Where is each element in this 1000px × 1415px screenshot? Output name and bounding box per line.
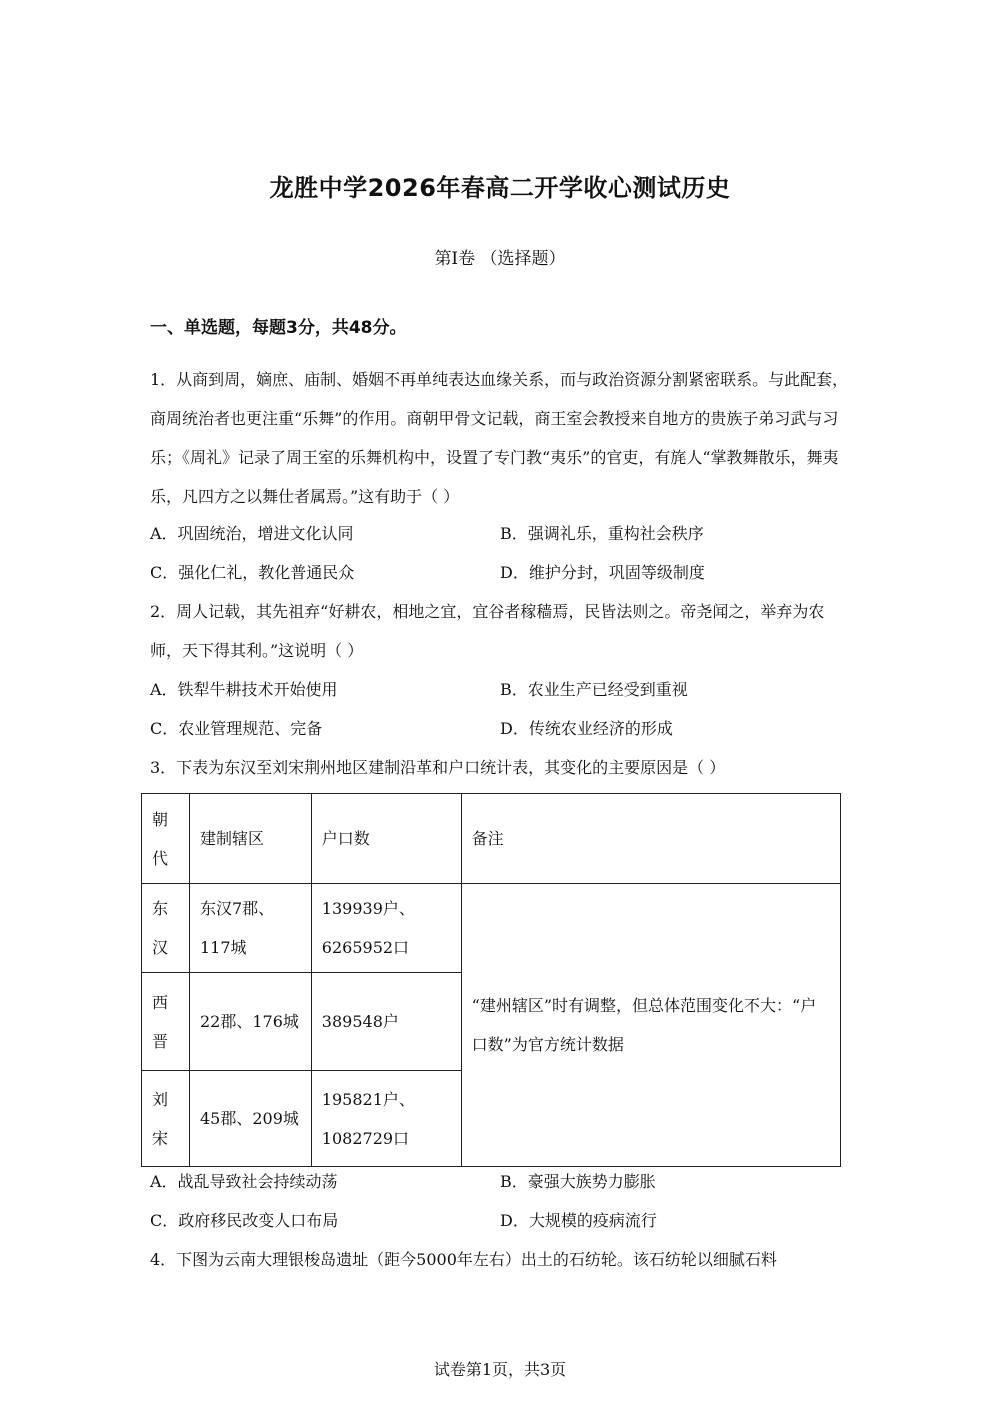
table-row xyxy=(142,884,841,973)
q1-option-d[interactable]: D．维护分封，巩固等级制度 xyxy=(500,563,705,582)
q3-option-d[interactable]: D．大规模的疫病流行 xyxy=(500,1211,657,1230)
q3-option-a[interactable]: A．战乱导致社会持续动荡 xyxy=(150,1172,338,1191)
q1-option-c[interactable]: C．强化仁礼，教化普通民众 xyxy=(150,563,355,582)
cell-population: 139939户、6265952口 xyxy=(311,884,461,973)
question-4-stem: 4．下图为云南大理银梭岛遗址（距今5000年左右）出土的石纺轮。该石纺轮以细腻石料 xyxy=(150,1250,777,1269)
page-footer: 试卷第1页，共3页 xyxy=(433,1360,567,1379)
cell-region: 22郡、176城 xyxy=(189,973,311,1071)
q1-option-a[interactable]: A．巩固统治，增进文化认同 xyxy=(150,524,354,543)
cell-region: 东汉7郡、117城 xyxy=(189,884,311,973)
cell-population: 389548户 xyxy=(311,973,461,1071)
header-population: 户口数 xyxy=(311,794,461,884)
question-1-stem: 1．从商到周，嫡庶、庙制、婚姻不再单纯表达血缘关系，而与政治资源分割紧密联系。与此配套，商周统治者也更注重“乐舞”的作用。商朝甲骨文记载，商王室会教授来自地方的贵族子弟习武与习乐；《周礼》记录了周王室的乐舞机构中，设置了专门教“夷乐”的官吏，有旄人“掌教舞散乐，舞夷乐，凡四方之以舞仕者属焉。”这有助于（ ） xyxy=(150,370,849,506)
header-dynasty: 朝代 xyxy=(142,794,190,884)
header-region: 建制辖区 xyxy=(189,794,311,884)
header-note: 备注 xyxy=(461,794,840,884)
q2-option-d[interactable]: D．传统农业经济的形成 xyxy=(500,719,673,738)
q2-option-c[interactable]: C．农业管理规范、完备 xyxy=(150,719,323,738)
cell-population: 195821户、1082729口 xyxy=(311,1071,461,1167)
cell-dynasty: 西晋 xyxy=(142,973,190,1071)
q1-option-b[interactable]: B．强调礼乐，重构社会秩序 xyxy=(500,524,704,543)
q2-option-a[interactable]: A．铁犁牛耕技术开始使用 xyxy=(150,680,338,699)
section-heading: 一、单选题，每题3分，共48分。 xyxy=(150,318,407,338)
cell-dynasty: 刘宋 xyxy=(142,1071,190,1167)
q3-option-c[interactable]: C．政府移民改变人口布局 xyxy=(150,1211,339,1230)
cell-dynasty: 东汉 xyxy=(142,884,190,973)
question-3-stem: 3．下表为东汉至刘宋荆州地区建制沿革和户口统计表，其变化的主要原因是（ ） xyxy=(150,758,726,777)
exam-title: 龙胜中学2026年春高二开学收心测试历史 xyxy=(269,174,731,202)
cell-region: 45郡、209城 xyxy=(189,1071,311,1167)
data-table xyxy=(141,793,841,1167)
table-header-row xyxy=(142,794,841,884)
question-2-stem: 2．周人记载，其先祖弃“好耕农，相地之宜，宜谷者稼穑焉，民皆法则之。帝尧闻之，举弃为农师，天下得其利。”这说明（ ） xyxy=(150,602,825,660)
cell-note: “建州辖区”时有调整，但总体范围变化不大：“户口数”为官方统计数据 xyxy=(461,884,840,1167)
q2-option-b[interactable]: B．农业生产已经受到重视 xyxy=(500,680,688,699)
part-subtitle: 第Ⅰ卷 （选择题） xyxy=(434,249,566,269)
q3-option-b[interactable]: B．豪强大族势力膨胀 xyxy=(500,1172,656,1191)
